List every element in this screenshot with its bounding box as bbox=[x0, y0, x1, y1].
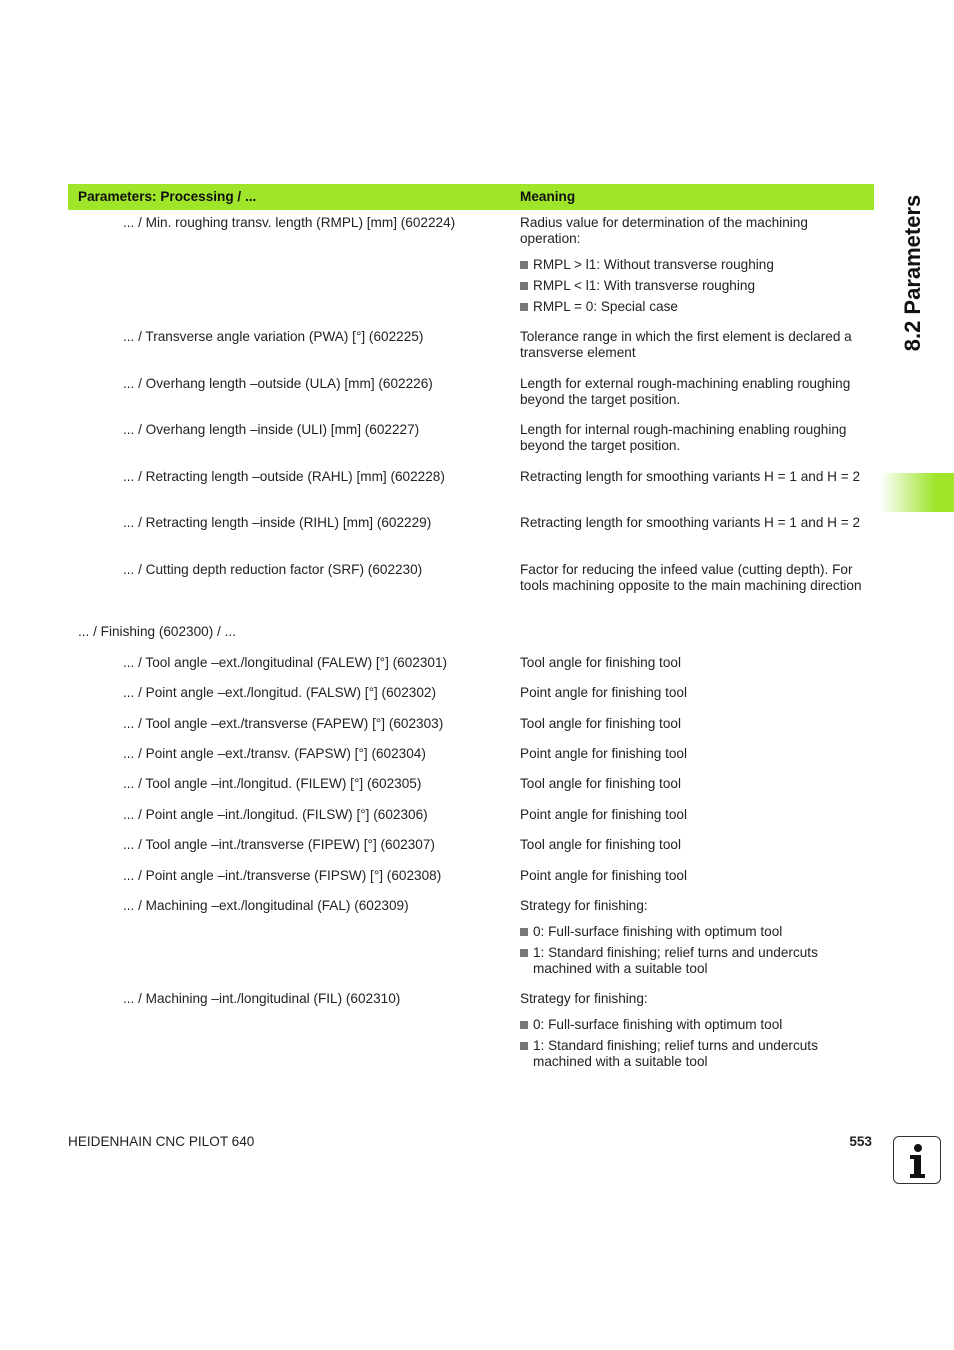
parameter-meaning bbox=[520, 837, 866, 853]
meaning-text: Tool angle for finishing tool bbox=[520, 776, 681, 791]
meaning-text: Point angle for finishing tool bbox=[520, 685, 688, 700]
square-bullet-icon bbox=[520, 949, 528, 957]
header-meaning: Meaning bbox=[520, 189, 576, 204]
parameter-meaning bbox=[520, 716, 866, 732]
meaning-text: Retracting length for smoothing variants H = 1 and H = 2 bbox=[520, 515, 861, 530]
section-title-vertical bbox=[893, 183, 933, 363]
bullet-item bbox=[520, 1017, 866, 1033]
parameter-name: ... / Tool angle –int./longitud. (FILEW) [°] (602305) bbox=[123, 776, 422, 791]
bullet-item bbox=[520, 945, 866, 977]
parameter-name: ... / Machining –int./longitudinal (FIL) (602310) bbox=[123, 991, 401, 1006]
meaning-text: Point angle for finishing tool bbox=[520, 868, 688, 883]
meaning-text: Factor for reducing the infeed value (cutting depth). For tools machining opposite to the main machining direction bbox=[520, 562, 862, 593]
page-number: 553 bbox=[849, 1134, 872, 1149]
bullet-item bbox=[520, 924, 866, 940]
meaning-text: Tolerance range in which the first element is declared a transverse element bbox=[520, 329, 852, 360]
header-parameters: Parameters: Processing / ... bbox=[78, 189, 257, 204]
bullet-item bbox=[520, 257, 866, 273]
bullet-list bbox=[520, 257, 866, 315]
parameter-meaning bbox=[520, 807, 866, 823]
meaning-text: Length for internal rough-machining enabling roughing beyond the target position. bbox=[520, 422, 847, 453]
parameter-name: ... / Transverse angle variation (PWA) [°] (602225) bbox=[123, 329, 424, 344]
square-bullet-icon bbox=[520, 928, 528, 936]
meaning-text: Strategy for finishing: bbox=[520, 898, 648, 913]
parameter-name: ... / Finishing (602300) / ... bbox=[78, 624, 236, 639]
footer-manual-title: HEIDENHAIN CNC PILOT 640 bbox=[68, 1134, 255, 1149]
section-tab-marker bbox=[880, 473, 954, 512]
parameter-name: ... / Retracting length –outside (RAHL) [mm] (602228) bbox=[123, 469, 445, 484]
bullet-item bbox=[520, 299, 866, 315]
parameter-meaning bbox=[520, 329, 866, 361]
meaning-text: Tool angle for finishing tool bbox=[520, 837, 681, 852]
parameter-name: ... / Retracting length –inside (RIHL) [mm] (602229) bbox=[123, 515, 432, 530]
meaning-text: Length for external rough-machining enabling roughing beyond the target position. bbox=[520, 376, 851, 407]
parameter-meaning bbox=[520, 469, 866, 485]
bullet-text: 0: Full-surface finishing with optimum tool bbox=[533, 924, 783, 939]
parameter-name: ... / Point angle –ext./transv. (FAPSW) [°] (602304) bbox=[123, 746, 426, 761]
meaning-text: Point angle for finishing tool bbox=[520, 807, 688, 822]
bullet-text: 0: Full-surface finishing with optimum tool bbox=[533, 1017, 783, 1032]
square-bullet-icon bbox=[520, 282, 528, 290]
parameter-name: ... / Overhang length –outside (ULA) [mm] (602226) bbox=[123, 376, 433, 391]
meaning-text: Tool angle for finishing tool bbox=[520, 716, 681, 731]
parameter-meaning bbox=[520, 422, 866, 454]
parameter-meaning bbox=[520, 776, 866, 792]
square-bullet-icon bbox=[520, 261, 528, 269]
square-bullet-icon bbox=[520, 1042, 528, 1050]
parameter-name: ... / Machining –ext./longitudinal (FAL) (602309) bbox=[123, 898, 409, 913]
parameter-name: ... / Point angle –int./longitud. (FILSW) [°] (602306) bbox=[123, 807, 428, 822]
meaning-text: Point angle for finishing tool bbox=[520, 746, 688, 761]
bullet-text: 1: Standard finishing; relief turns and undercuts machined with a suitable tool bbox=[533, 1038, 818, 1069]
parameter-meaning bbox=[520, 515, 866, 531]
bullet-text: 1: Standard finishing; relief turns and undercuts machined with a suitable tool bbox=[533, 945, 818, 976]
parameter-meaning bbox=[520, 215, 866, 320]
parameter-name: ... / Point angle –int./transverse (FIPSW) [°] (602308) bbox=[123, 868, 442, 883]
parameter-meaning bbox=[520, 898, 866, 982]
parameter-meaning bbox=[520, 376, 866, 408]
info-icon bbox=[893, 1136, 941, 1184]
parameter-name: ... / Tool angle –ext./transverse (FAPEW) [°] (602303) bbox=[123, 716, 444, 731]
meaning-text: Retracting length for smoothing variants H = 1 and H = 2 bbox=[520, 469, 861, 484]
square-bullet-icon bbox=[520, 303, 528, 311]
meaning-text: Radius value for determination of the machining operation: bbox=[520, 215, 808, 246]
bullet-list bbox=[520, 924, 866, 977]
bullet-text: RMPL < l1: With transverse roughing bbox=[533, 278, 756, 293]
bullet-item bbox=[520, 1038, 866, 1070]
parameter-name: ... / Point angle –ext./longitud. (FALSW) [°] (602302) bbox=[123, 685, 436, 700]
parameter-name: ... / Tool angle –int./transverse (FIPEW) [°] (602307) bbox=[123, 837, 435, 852]
parameter-meaning bbox=[520, 991, 866, 1075]
parameter-name: ... / Cutting depth reduction factor (SRF) (602230) bbox=[123, 562, 423, 577]
bullet-list bbox=[520, 1017, 866, 1070]
parameter-name: ... / Min. roughing transv. length (RMPL) [mm] (602224) bbox=[123, 215, 456, 230]
meaning-text: Tool angle for finishing tool bbox=[520, 655, 681, 670]
square-bullet-icon bbox=[520, 1021, 528, 1029]
parameter-name: ... / Overhang length –inside (ULI) [mm] (602227) bbox=[123, 422, 420, 437]
parameter-meaning bbox=[520, 655, 866, 671]
parameter-meaning bbox=[520, 685, 866, 701]
parameter-meaning bbox=[520, 562, 866, 594]
meaning-text: Strategy for finishing: bbox=[520, 991, 648, 1006]
parameter-meaning bbox=[520, 746, 866, 762]
parameter-name: ... / Tool angle –ext./longitudinal (FALEW) [°] (602301) bbox=[123, 655, 448, 670]
parameter-meaning bbox=[520, 868, 866, 884]
bullet-item bbox=[520, 278, 866, 294]
bullet-text: RMPL = 0: Special case bbox=[533, 299, 678, 314]
section-title-text: 8.2 Parameters bbox=[900, 194, 925, 352]
bullet-text: RMPL > l1: Without transverse roughing bbox=[533, 257, 774, 272]
